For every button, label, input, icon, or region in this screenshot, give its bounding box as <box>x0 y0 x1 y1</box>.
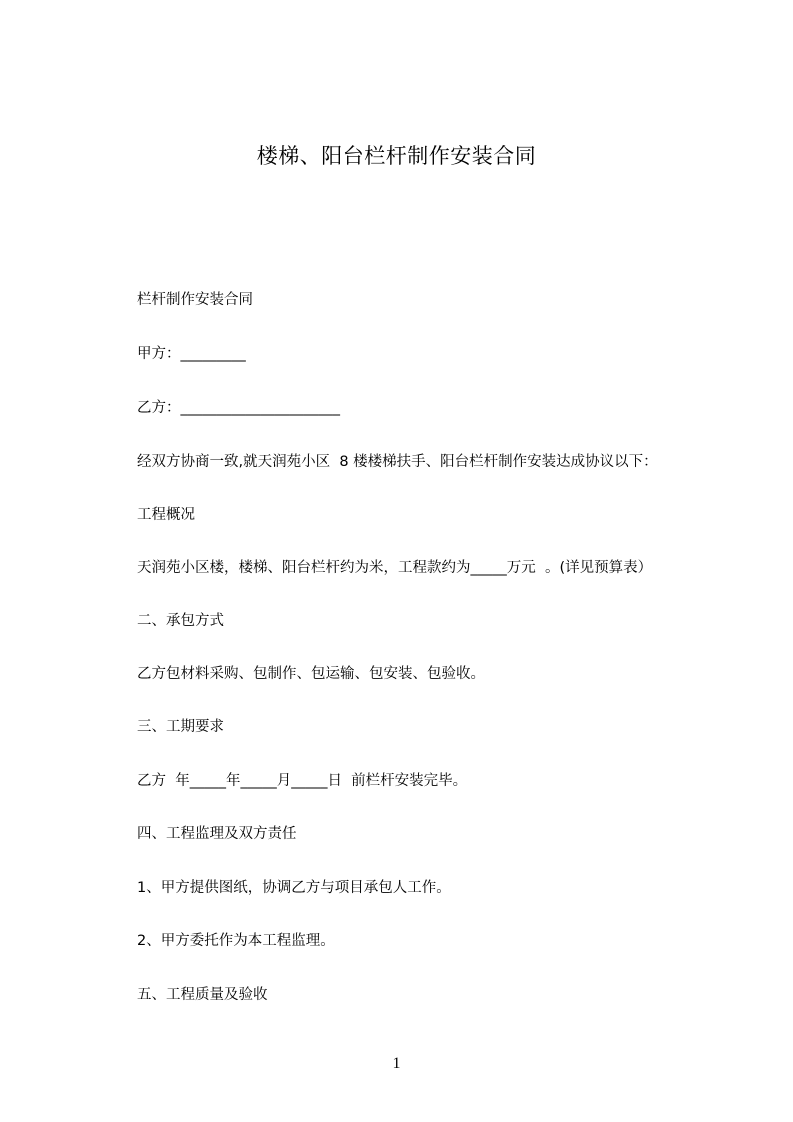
schedule-text: 乙方 年_____年_____月_____日 前栏杆安装完毕。 <box>137 773 468 789</box>
agreement-intro: 经双方协商一致,就天润苑小区 8 楼楼梯扶手、阳台栏杆制作安装达成协议以下： <box>137 454 658 470</box>
project-overview-text: 天润苑小区楼，楼梯、阳台栏杆约为米，工程款约为_____万元 。(详见预算表） <box>137 560 653 576</box>
supervision-item-2: 2、甲方委托作为本工程监理。 <box>137 933 335 949</box>
party-a-blank: _________ <box>180 346 246 362</box>
section-project-overview: 工程概况 <box>137 507 195 523</box>
party-b-label: 乙方： <box>137 400 181 416</box>
party-a-label: 甲方： <box>137 346 181 362</box>
party-a-line <box>137 344 246 364</box>
contract-method-text: 乙方包材料采购、包制作、包运输、包安装、包验收。 <box>137 666 485 682</box>
section-supervision: 四、工程监理及双方责任 <box>137 826 297 842</box>
supervision-item-1: 1、甲方提供图纸，协调乙方与项目承包人工作。 <box>137 880 451 896</box>
document-title: 楼梯、阳台栏杆制作安装合同 <box>256 144 537 168</box>
section-quality-acceptance: 五、工程质量及验收 <box>137 987 268 1003</box>
section-schedule: 三、工期要求 <box>137 719 224 735</box>
party-b-line <box>137 398 340 418</box>
party-b-blank: ______________________ <box>180 400 340 416</box>
contract-subtitle: 栏杆制作安装合同 <box>137 292 253 308</box>
section-contract-method: 二、承包方式 <box>137 613 224 629</box>
page-number: 1 <box>392 1055 401 1072</box>
